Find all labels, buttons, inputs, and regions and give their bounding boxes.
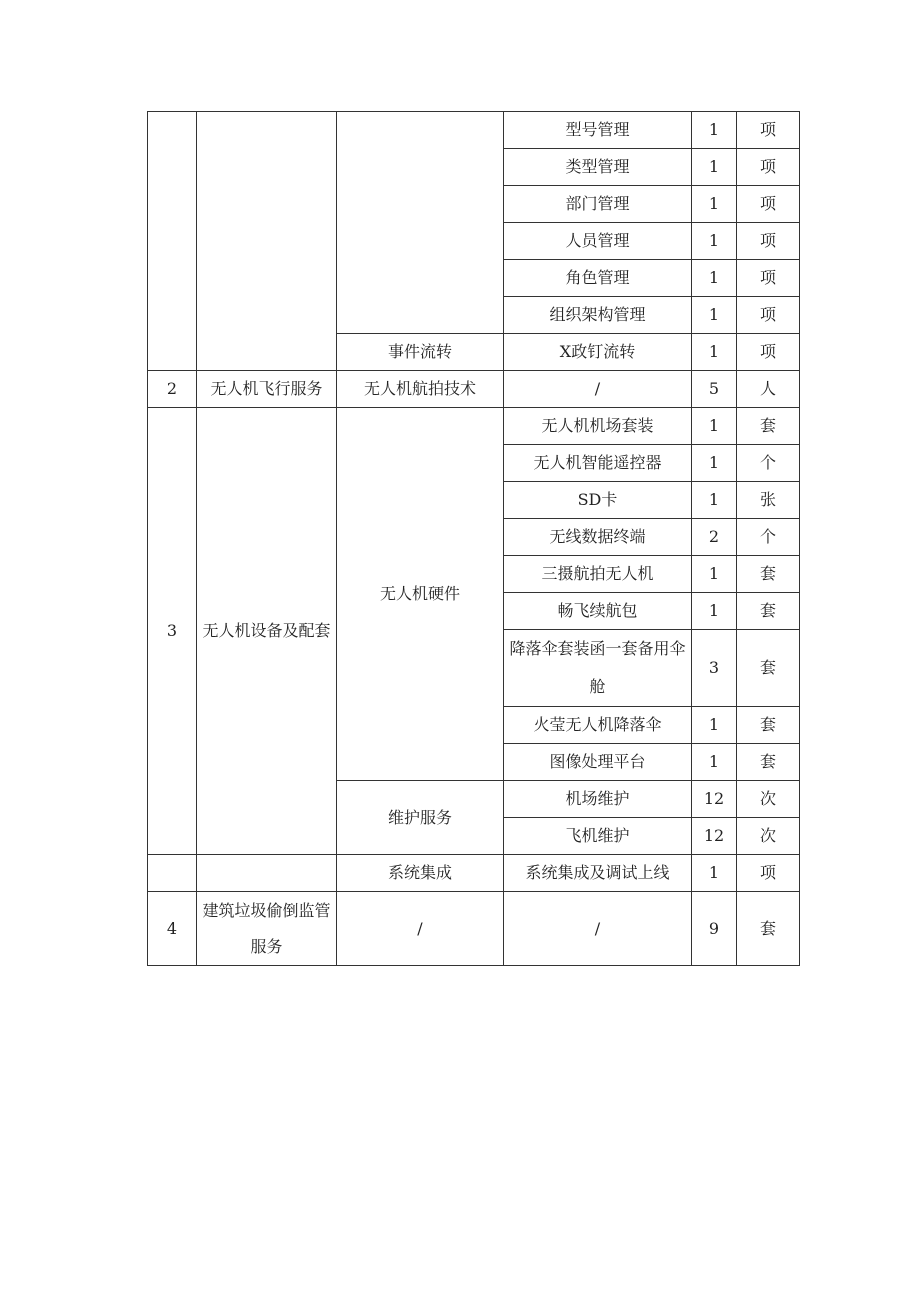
cell-unit: 个 — [737, 445, 800, 482]
table-row — [148, 855, 800, 892]
cell-item: SD卡 — [504, 482, 692, 519]
cell-category: 无人机航拍技术 — [337, 371, 504, 408]
cell-qty: 5 — [692, 371, 737, 408]
cell-unit: 项 — [737, 149, 800, 186]
cell-qty: 1 — [692, 260, 737, 297]
cell-item: 类型管理 — [504, 149, 692, 186]
cell-qty: 1 — [692, 707, 737, 744]
cell-qty: 1 — [692, 855, 737, 892]
cell-qty: 1 — [692, 334, 737, 371]
cell-item: 飞机维护 — [504, 818, 692, 855]
cell-unit: 套 — [737, 593, 800, 630]
cell-qty: 2 — [692, 519, 737, 556]
cell-unit: 套 — [737, 892, 800, 966]
cell-item: 角色管理 — [504, 260, 692, 297]
cell-item: 机场维护 — [504, 781, 692, 818]
cell-unit: 套 — [737, 744, 800, 781]
cell-service — [197, 112, 337, 371]
cell-unit: 项 — [737, 260, 800, 297]
cell-item: X政钉流转 — [504, 334, 692, 371]
cell-unit: 项 — [737, 334, 800, 371]
cell-unit: 项 — [737, 186, 800, 223]
cell-item: 图像处理平台 — [504, 744, 692, 781]
cell-no — [148, 112, 197, 371]
cell-qty: 1 — [692, 297, 737, 334]
cell-unit: 套 — [737, 707, 800, 744]
table-row — [148, 112, 800, 149]
cell-no: 3 — [148, 408, 197, 855]
cell-unit: 次 — [737, 781, 800, 818]
cell-unit: 套 — [737, 630, 800, 707]
table-row — [148, 371, 800, 408]
cell-item: 火莹无人机降落伞 — [504, 707, 692, 744]
cell-item: 人员管理 — [504, 223, 692, 260]
cell-qty: 1 — [692, 593, 737, 630]
table-row — [148, 408, 800, 445]
cell-no: 2 — [148, 371, 197, 408]
cell-qty: 1 — [692, 149, 737, 186]
cell-item: 畅飞续航包 — [504, 593, 692, 630]
cell-qty: 1 — [692, 112, 737, 149]
cell-qty: 1 — [692, 223, 737, 260]
cell-qty: 1 — [692, 744, 737, 781]
cell-item: / — [504, 892, 692, 966]
cell-unit: 项 — [737, 297, 800, 334]
cell-qty: 1 — [692, 445, 737, 482]
cell-category — [337, 112, 504, 334]
cell-unit: 个 — [737, 519, 800, 556]
cell-item: 降落伞套装函一套备用伞舱 — [504, 630, 692, 707]
cell-unit: 次 — [737, 818, 800, 855]
cell-unit: 张 — [737, 482, 800, 519]
cell-qty: 1 — [692, 556, 737, 593]
equipment-service-table — [147, 111, 800, 966]
cell-category: 事件流转 — [337, 334, 504, 371]
cell-unit: 套 — [737, 556, 800, 593]
cell-unit: 人 — [737, 371, 800, 408]
table-row — [148, 892, 800, 966]
cell-category: 无人机硬件 — [337, 408, 504, 781]
cell-unit: 项 — [737, 855, 800, 892]
cell-service: 建筑垃圾偷倒监管服务 — [197, 892, 337, 966]
cell-qty: 9 — [692, 892, 737, 966]
cell-item: 无线数据终端 — [504, 519, 692, 556]
cell-item: 三摄航拍无人机 — [504, 556, 692, 593]
cell-service: 无人机飞行服务 — [197, 371, 337, 408]
cell-unit: 项 — [737, 223, 800, 260]
cell-item: 型号管理 — [504, 112, 692, 149]
cell-qty: 12 — [692, 781, 737, 818]
cell-qty: 3 — [692, 630, 737, 707]
cell-unit: 项 — [737, 112, 800, 149]
cell-qty: 1 — [692, 482, 737, 519]
cell-item: 无人机智能遥控器 — [504, 445, 692, 482]
cell-service: 无人机设备及配套 — [197, 408, 337, 855]
cell-unit: 套 — [737, 408, 800, 445]
cell-service — [197, 855, 337, 892]
cell-item: 无人机机场套装 — [504, 408, 692, 445]
cell-item: 部门管理 — [504, 186, 692, 223]
cell-item: 组织架构管理 — [504, 297, 692, 334]
cell-no: 4 — [148, 892, 197, 966]
cell-category: 系统集成 — [337, 855, 504, 892]
cell-qty: 1 — [692, 408, 737, 445]
cell-qty: 12 — [692, 818, 737, 855]
cell-category: 维护服务 — [337, 781, 504, 855]
cell-item: / — [504, 371, 692, 408]
cell-item: 系统集成及调试上线 — [504, 855, 692, 892]
cell-qty: 1 — [692, 186, 737, 223]
cell-category: / — [337, 892, 504, 966]
cell-no — [148, 855, 197, 892]
